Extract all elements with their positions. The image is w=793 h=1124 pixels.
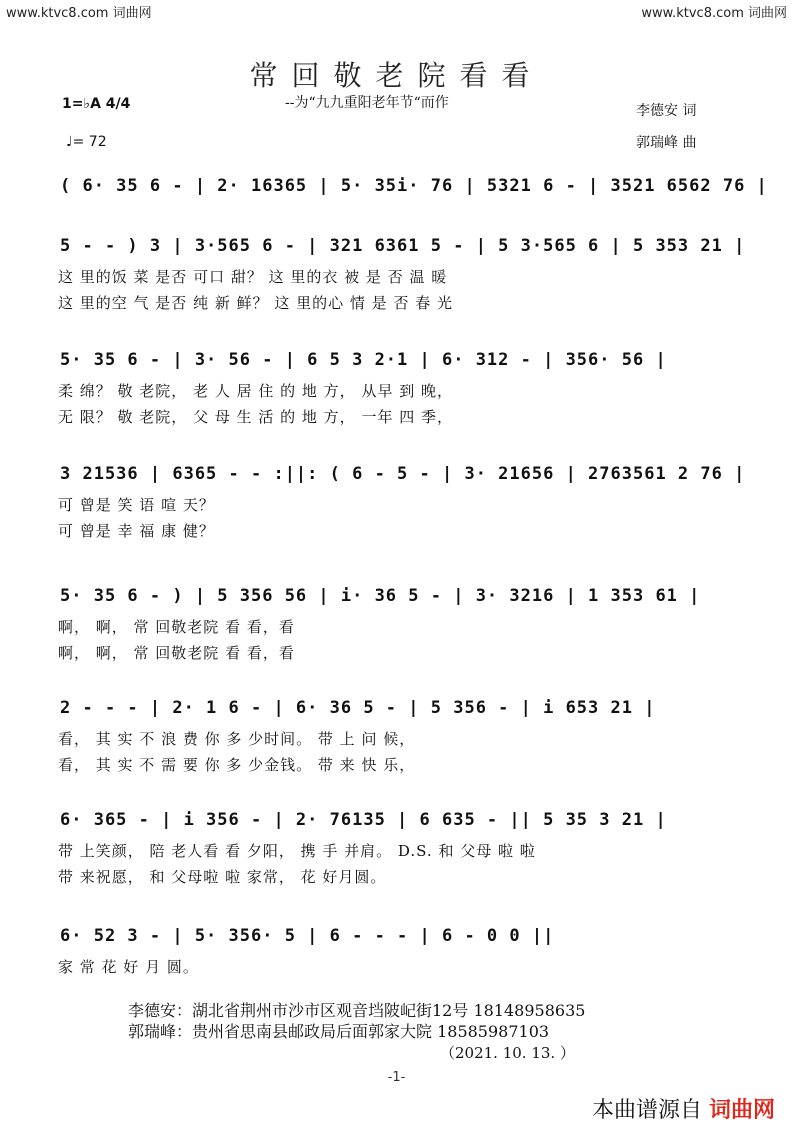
lyric-verse-1: 带 上笑颜， 陪 老人看 看 夕阳， 携 手 并肩。 D.S. 和 父母 啦 啦: [58, 842, 536, 860]
song-title: 常回敬老院看看: [249, 59, 544, 92]
composer-credit: 郭瑞峰 曲: [636, 135, 697, 151]
composition-date: （2021. 10. 13. ）: [440, 1044, 575, 1062]
notation-line: 6· 365 - | i 356 - | 2· 76135 | 6 635 - || 5 35 3 21 |: [60, 810, 667, 830]
source-site: 词曲网: [708, 1098, 775, 1123]
notation-line: 5· 35 6 - ) | 5 356 56 | i· 36 5 - | 3· 3216 | 1 353 61 |: [60, 586, 701, 606]
source-credit: [592, 1093, 775, 1124]
watermark-right: www.ktvc8.com 词曲网: [641, 6, 787, 21]
lyric-verse-2: 无 限？ 敬 老院， 父 母 生 活 的 地 方， 一年 四 季，: [58, 408, 453, 426]
song-subtitle: --为“九九重阳老年节“而作: [285, 95, 449, 111]
notation-line: 2 - - - | 2· 1 6 - | 6· 36 5 - | 5 356 - | i 653 21 |: [60, 698, 656, 718]
notation-line: ( 6· 35 6 - | 2· 16365 | 5· 35i· 76 | 5321 6 - | 3521 6562 76 |: [60, 176, 768, 196]
notation-line: 5 - - ) 3 | 3·565 6 - | 321 6361 5 - | 5 3·565 6 | 5 353 21 |: [60, 236, 746, 256]
key-signature: 1=♭A 4/4: [62, 96, 131, 112]
lyric-verse-2: 啊， 啊， 常 回敬老院 看 看，看: [58, 644, 295, 662]
composer-address: 郭瑞峰：贵州省思南县邮政局后面郭家大院 18585987103: [128, 1022, 550, 1041]
watermark-left: www.ktvc8.com 词曲网: [6, 6, 152, 21]
lyric-verse-1: 这 里的饭 菜 是否 可口 甜？ 这 里的衣 被 是 否 温 暖: [58, 268, 448, 286]
lyric-verse-1: 柔 绵？ 敬 老院， 老 人 居 住 的 地 方， 从早 到 晚，: [58, 382, 453, 400]
lyricist-credit: 李德安 词: [636, 103, 697, 119]
lyric-verse-1: 可 曾是 笑 语 喧 天？: [58, 496, 215, 514]
lyric-verse-2: 这 里的空 气 是否 纯 新 鲜？ 这 里的心 情 是 否 春 光: [58, 294, 453, 312]
notation-line: 6· 52 3 - | 5· 356· 5 | 6 - - - | 6 - 0 0 ||: [60, 926, 555, 946]
lyric-verse-2: 可 曾是 幸 福 康 健？: [58, 522, 215, 540]
lyric-verse-2: 带 来祝愿， 和 父母啦 啦 家常， 花 好月圆。: [58, 868, 387, 886]
notation-line: 5· 35 6 - | 3· 56 - | 6 5 3 2·1 | 6· 312 - | 356· 56 |: [60, 350, 667, 370]
page-number: -1-: [387, 1070, 406, 1085]
lyric-verse-1: 啊， 啊， 常 回敬老院 看 看，看: [58, 618, 295, 636]
notation-line: 3 21536 | 6365 - - :||: ( 6 - 5 - | 3· 21656 | 2763561 2 76 |: [60, 464, 746, 484]
lyric-verse-1: 家 常 花 好 月 圆。: [58, 958, 199, 976]
tempo-marking: ♩= 72: [66, 134, 107, 150]
source-prefix: 本曲谱源自: [591, 1098, 702, 1123]
lyric-verse-1: 看， 其 实 不 浪 费 你 多 少时间。 带 上 问 候，: [58, 730, 416, 748]
lyric-verse-2: 看， 其 实 不 需 要 你 多 少金钱。 带 来 快 乐，: [58, 756, 416, 774]
lyricist-address: 李德安：湖北省荆州市沙市区观音垱陂屺街12号 18148958635: [128, 1001, 586, 1020]
